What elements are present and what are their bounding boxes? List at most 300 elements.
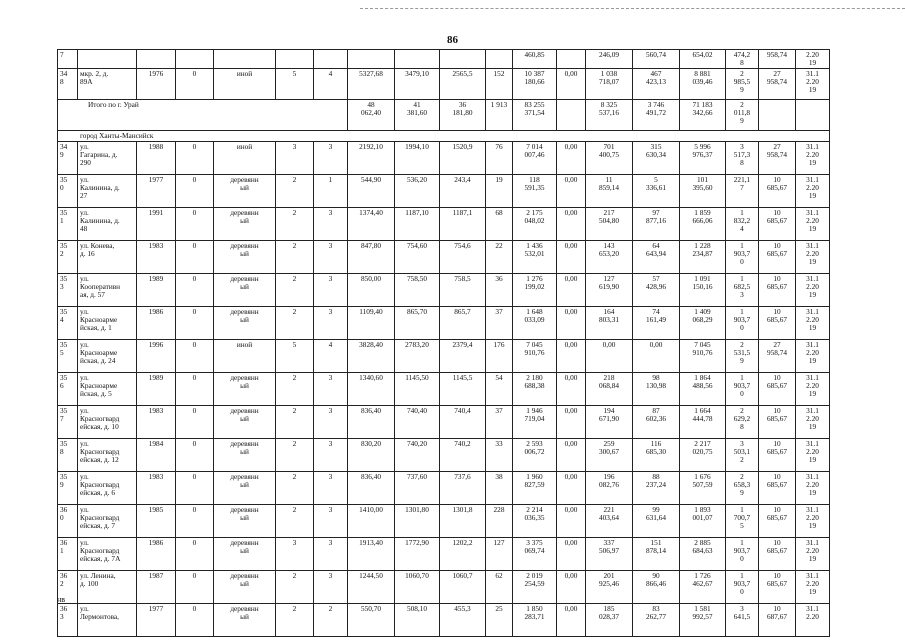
cell-value: 3 [314,439,348,472]
cell-value: 1977 [137,604,176,637]
cell-value: 754,6 [440,241,486,274]
cell-value: 3 375 069,74 [513,538,557,571]
cell-value: 2 531,5 9 [726,340,759,373]
cell-value: 5 [276,340,314,373]
cell-value: 1996 [137,340,176,373]
cell-value: 1 091 150,16 [680,274,726,307]
cell-value: 0,00 [557,241,586,274]
cell-value: 31.1 2.20 19 [796,69,830,100]
cell-value: 31.1 2.20 19 [796,208,830,241]
cell-value: деревянн ый [214,241,276,274]
cell-value: 1994,10 [395,142,440,175]
cell-address: ул. Лермонтова, [78,604,137,637]
cell-value: 41 381,60 [395,100,440,131]
cell-value: 1 903,7 0 [726,571,759,604]
cell-value: 2 [276,307,314,340]
table-row [58,538,830,571]
cell-value: 31.1 2.20 [796,604,830,637]
page-number: 86 [447,34,458,46]
section-title: город Ханты-Мансийск [58,131,830,142]
cell-value: 0 [176,406,214,439]
cell-value: 1983 [137,406,176,439]
data-table [57,49,830,637]
cell-value: 196 082,76 [586,472,633,505]
cell-value: 31.1 2.20 19 [796,175,830,208]
cell-index: 35 0 [58,175,78,208]
cell-value: 836,40 [348,406,395,439]
cell-value: деревянн ый [214,571,276,604]
cell-value: 97 877,16 [633,208,680,241]
cell-value: 201 925,46 [586,571,633,604]
cell-value: 246,09 [586,50,633,69]
cell-value: 0,00 [557,69,586,100]
cell-value: 467 423,13 [633,69,680,100]
cell-value: 164 803,31 [586,307,633,340]
table-row [58,472,830,505]
cell-value: 5 336,61 [633,175,680,208]
cell-value: 654,02 [680,50,726,69]
cell-value: 1977 [137,175,176,208]
cell-value: иной [214,340,276,373]
cell-value: 1991 [137,208,176,241]
cell-value: 1 [314,175,348,208]
cell-address: ул. Красногвард ейская, д. 7 [78,505,137,538]
table-row [58,505,830,538]
cell-index: 7 [58,50,78,69]
cell-value: 27 958,74 [759,142,796,175]
cell-value: 38 [486,472,513,505]
cell-address: ул. Гагарина, д. 290 [78,142,137,175]
cell-value: 0 [176,175,214,208]
cell-address: ул. Красногвард ейская, д. 10 [78,406,137,439]
cell-value: 1 946 719,04 [513,406,557,439]
cell-value: 0 [176,340,214,373]
cell-value: 0,00 [557,439,586,472]
cell-value: 315 630,34 [633,142,680,175]
cell-value: 850,00 [348,274,395,307]
cell-value: 57 428,96 [633,274,680,307]
cell-value: 10 685,67 [759,505,796,538]
cell-value: 31.1 2.20 19 [796,307,830,340]
cell-value: 1983 [137,241,176,274]
cell-value: 1301,8 [440,505,486,538]
table-row [58,175,830,208]
cell-address: ул. Конева, д. 16 [78,241,137,274]
cell-value: 1 903,7 0 [726,307,759,340]
cell-value: 71 183 342,66 [680,100,726,131]
cell-value: 8 881 039,46 [680,69,726,100]
cell-value: 865,70 [395,307,440,340]
cell-address: ул. Красногвард ейская, д. 12 [78,439,137,472]
cell-address: ул. Красноарме йская, д. 24 [78,340,137,373]
cell-value: 1 664 444,78 [680,406,726,439]
cell-value: 37 [486,307,513,340]
cell-value: 2 019 254,59 [513,571,557,604]
cell-index: 35 5 [58,340,78,373]
cell-value: 2783,20 [395,340,440,373]
cell-value: 1 700,7 5 [726,505,759,538]
cell-value: 1986 [137,538,176,571]
cell-value: 830,20 [348,439,395,472]
cell-value: 48 062,40 [348,100,395,131]
cell-value: 27 958,74 [759,69,796,100]
cell-value: 2 [276,241,314,274]
cell-value: 1 832,2 4 [726,208,759,241]
cell-value: 0 [176,307,214,340]
cell-value: 10 387 180,66 [513,69,557,100]
scan-edge-line [360,8,905,9]
cell-value: 90 866,46 [633,571,680,604]
cell-value: 508,10 [395,604,440,637]
table-row [58,373,830,406]
cell-value: 0,00 [557,604,586,637]
cell-value: 1 903,7 0 [726,373,759,406]
cell-value: 2 217 020,75 [680,439,726,472]
cell-value: 31.1 2.20 19 [796,571,830,604]
cell-value: 151 878,14 [633,538,680,571]
table-row [58,274,830,307]
cell-value: 31.1 2.20 19 [796,142,830,175]
cell-value: 1340,60 [348,373,395,406]
total-label: Итого по г. Урай [58,100,348,131]
cell-value: 0 [176,538,214,571]
cell-value: 3 [314,373,348,406]
cell-value: 3 [314,208,348,241]
cell-value: 0 [176,505,214,538]
cell-value: 740,2 [440,439,486,472]
cell-value: 3 641,5 [726,604,759,637]
cell-value: 1976 [137,69,176,100]
cell-value: 5 996 976,37 [680,142,726,175]
cell-value: 1772,90 [395,538,440,571]
cell-value: 0 [176,208,214,241]
cell-value: 83 262,77 [633,604,680,637]
cell-value: 68 [486,208,513,241]
cell-value: 31.1 2.20 19 [796,472,830,505]
cell-value: 701 400,75 [586,142,633,175]
cell-value: 1 850 283,71 [513,604,557,637]
cell-value: 1988 [137,142,176,175]
cell-value: 3 503,1 2 [726,439,759,472]
cell-value: 3 [314,472,348,505]
cell-value: деревянн ый [214,472,276,505]
cell-value: 1 893 001,07 [680,505,726,538]
cell-value: 2 [276,439,314,472]
cell-value: 1986 [137,307,176,340]
cell-value: 3 [276,142,314,175]
cell-value: 7 045 910,76 [680,340,726,373]
cell-value: 3 [314,241,348,274]
cell-value: 474,2 8 [726,50,759,69]
cell-value: 1 436 532,01 [513,241,557,274]
cell-value [557,100,586,131]
cell-value: 2 [276,208,314,241]
cell-value: 99 631,64 [633,505,680,538]
cell-value: 0 [176,472,214,505]
cell-value: 10 685,67 [759,538,796,571]
cell-value: 1187,1 [440,208,486,241]
cell-value: 455,3 [440,604,486,637]
cell-index: 34 9 [58,142,78,175]
cell-value: 3 [314,307,348,340]
cell-value: 3 [314,274,348,307]
cell-value: 1 960 827,59 [513,472,557,505]
cell-value: 3 [314,538,348,571]
cell-value: 1520,9 [440,142,486,175]
cell-value: 1 676 507,59 [680,472,726,505]
cell-value: 3 [276,538,314,571]
cell-value: 1145,50 [395,373,440,406]
cell-value: 865,7 [440,307,486,340]
cell-value: 1301,80 [395,505,440,538]
cell-address: ул. Красногвард ейская, д. 7А [78,538,137,571]
cell-value: 11 859,14 [586,175,633,208]
cell-value: 10 685,67 [759,241,796,274]
cell-address: мкр. 2, д. 89А [78,69,137,100]
cell-value: 10 685,67 [759,175,796,208]
cell-value: 1985 [137,505,176,538]
cell-index: 35 8 [58,439,78,472]
cell-value: 243,4 [440,175,486,208]
cell-value: 0,00 [557,571,586,604]
cell-value: 754,60 [395,241,440,274]
cell-value: 0 [176,604,214,637]
cell-value: 2 175 048,02 [513,208,557,241]
cell-value: 31.1 2.20 19 [796,439,830,472]
cell-value: 2 [276,604,314,637]
cell-value: деревянн ый [214,373,276,406]
cell-value: 33 [486,439,513,472]
cell-value: иной [214,142,276,175]
cell-address: ул. Калинина, д. 27 [78,175,137,208]
cell-value: 31.1 2.20 19 [796,373,830,406]
cell-value: 1 864 488,56 [680,373,726,406]
cell-value: 1060,70 [395,571,440,604]
cell-value: 2 [276,406,314,439]
cell-value: 98 130,98 [633,373,680,406]
cell-value: 221,1 7 [726,175,759,208]
cell-value: 83 255 371,54 [513,100,557,131]
cell-value: 1410,00 [348,505,395,538]
cell-value: 1060,7 [440,571,486,604]
cell-value: 10 685,67 [759,439,796,472]
cell-value: 536,20 [395,175,440,208]
cell-value: 0,00 [557,208,586,241]
cell-value: 116 685,30 [633,439,680,472]
cell-value: 62 [486,571,513,604]
cell-value: 0,00 [557,340,586,373]
cell-value: 460,85 [513,50,557,69]
cell-value: 7 045 910,76 [513,340,557,373]
cell-value: 1 682,5 3 [726,274,759,307]
cell-value: 2 214 036,35 [513,505,557,538]
table-row [58,604,830,637]
cell-index: 35 7 [58,406,78,439]
cell-value: 2 [276,472,314,505]
cell-value: 31.1 2.20 19 [796,274,830,307]
cell-value: 847,80 [348,241,395,274]
cell-value: 740,4 [440,406,486,439]
cell-value: деревянн ый [214,274,276,307]
table-row [58,69,830,100]
cell-value: 3 [314,406,348,439]
cell-value: 27 958,74 [759,340,796,373]
cell-value: 1989 [137,274,176,307]
cell-index: 35 6 [58,373,78,406]
table-row [58,340,830,373]
cell-value: 194 671,90 [586,406,633,439]
cell-value: 836,40 [348,472,395,505]
cell-value: деревянн ый [214,604,276,637]
cell-value: 4 [314,340,348,373]
cell-value: деревянн ый [214,208,276,241]
cell-value: 737,60 [395,472,440,505]
cell-value: деревянн ый [214,538,276,571]
cell-value: 127 [486,538,513,571]
cell-value: 7 014 007,46 [513,142,557,175]
cell-value: 0 [176,373,214,406]
footer-mark: нв [57,595,66,604]
cell-value: 2 [276,175,314,208]
cell-value: 185 028,37 [586,604,633,637]
cell-value: 3 [314,505,348,538]
cell-address: ул. Красноарме йская, д. 5 [78,373,137,406]
cell-value: 0,00 [557,142,586,175]
cell-value: деревянн ый [214,175,276,208]
cell-value: 0,00 [557,472,586,505]
table-row [58,241,830,274]
cell-value: деревянн ый [214,307,276,340]
cell-value: 1 276 199,02 [513,274,557,307]
cell-value: 54 [486,373,513,406]
cell-address: ул. Красногвард ейская, д. 6 [78,472,137,505]
cell-value: 64 643,94 [633,241,680,274]
cell-index: 34 8 [58,69,78,100]
cell-value: 5 [276,69,314,100]
cell-value: 1187,10 [395,208,440,241]
cell-value: 259 300,67 [586,439,633,472]
cell-value: 228 [486,505,513,538]
cell-value: 1202,2 [440,538,486,571]
cell-value: 31.1 2.20 19 [796,538,830,571]
cell-value: 550,70 [348,604,395,637]
cell-value: 3 [314,571,348,604]
cell-value: 87 602,36 [633,406,680,439]
cell-value: 221 403,64 [586,505,633,538]
cell-index: 36 3 [58,604,78,637]
cell-value: 0 [176,439,214,472]
cell-value: 10 685,67 [759,307,796,340]
cell-value: 3479,10 [395,69,440,100]
cell-index: 35 2 [58,241,78,274]
cell-value: 1 581 992,57 [680,604,726,637]
cell-index: 35 4 [58,307,78,340]
cell-value: 740,20 [395,439,440,472]
cell-value: 127 619,90 [586,274,633,307]
cell-value: 1984 [137,439,176,472]
cell-value: 0,00 [557,406,586,439]
cell-value: иной [214,69,276,100]
cell-value: 10 685,67 [759,274,796,307]
cell-value: 0,00 [557,505,586,538]
cell-value: 2 011,8 9 [726,100,759,131]
cell-value: деревянн ый [214,439,276,472]
cell-value: 3 [314,142,348,175]
cell-value: 2379,4 [440,340,486,373]
cell-value: 1 903,7 0 [726,538,759,571]
cell-value: 2 629,2 8 [726,406,759,439]
cell-index: 36 0 [58,505,78,538]
cell-value: 544,90 [348,175,395,208]
cell-value: 0,00 [557,175,586,208]
cell-value: 0 [176,241,214,274]
cell-value: 0 [176,571,214,604]
cell-value: 5327,68 [348,69,395,100]
cell-value: 2192,10 [348,142,395,175]
cell-value: 1145,5 [440,373,486,406]
cell-value: 31.1 2.20 19 [796,241,830,274]
cell-value: 10 687,67 [759,604,796,637]
table-row [58,571,830,604]
cell-index: 35 9 [58,472,78,505]
cell-value: 0,00 [557,538,586,571]
cell-index: 35 1 [58,208,78,241]
cell-value: 0 [176,142,214,175]
cell-value: 2 180 688,38 [513,373,557,406]
table-row-continued [58,50,830,69]
cell-value: 3 517,3 8 [726,142,759,175]
cell-value: 10 685,67 [759,571,796,604]
cell-value: 22 [486,241,513,274]
cell-value: 1244,50 [348,571,395,604]
cell-value: 0 [176,274,214,307]
cell-value: 19 [486,175,513,208]
cell-value: 25 [486,604,513,637]
cell-value: 36 181,80 [440,100,486,131]
cell-value: 143 653,20 [586,241,633,274]
cell-value: 0,00 [586,340,633,373]
cell-value: 0,00 [557,307,586,340]
cell-value: 10 685,67 [759,406,796,439]
cell-value: 101 395,60 [680,175,726,208]
cell-value: 1 859 666,06 [680,208,726,241]
cell-value: 217 504,80 [586,208,633,241]
cell-value: 560,74 [633,50,680,69]
cell-value: 2 985,5 9 [726,69,759,100]
cell-value: 758,50 [395,274,440,307]
cell-value: 958,74 [759,50,796,69]
table-row [58,439,830,472]
cell-value: 31.1 2.20 19 [796,505,830,538]
cell-address: ул. Калинина, д. 48 [78,208,137,241]
cell-value: 1 038 718,07 [586,69,633,100]
cell-index: 35 3 [58,274,78,307]
cell-value: 37 [486,406,513,439]
cell-value: 0,00 [557,373,586,406]
cell-value: 2 [276,505,314,538]
cell-value: 10 685,67 [759,373,796,406]
cell-value: 1 228 234,87 [680,241,726,274]
cell-address: ул. Кооперативн ая, д. 57 [78,274,137,307]
cell-value: 31.1 2.20 19 [796,340,830,373]
cell-value: 2 [314,604,348,637]
cell-value: 337 506,97 [586,538,633,571]
cell-value: 1 648 033,09 [513,307,557,340]
cell-value: 1 726 462,67 [680,571,726,604]
cell-value: 74 161,49 [633,307,680,340]
total-row [58,100,830,131]
cell-value: 1913,40 [348,538,395,571]
